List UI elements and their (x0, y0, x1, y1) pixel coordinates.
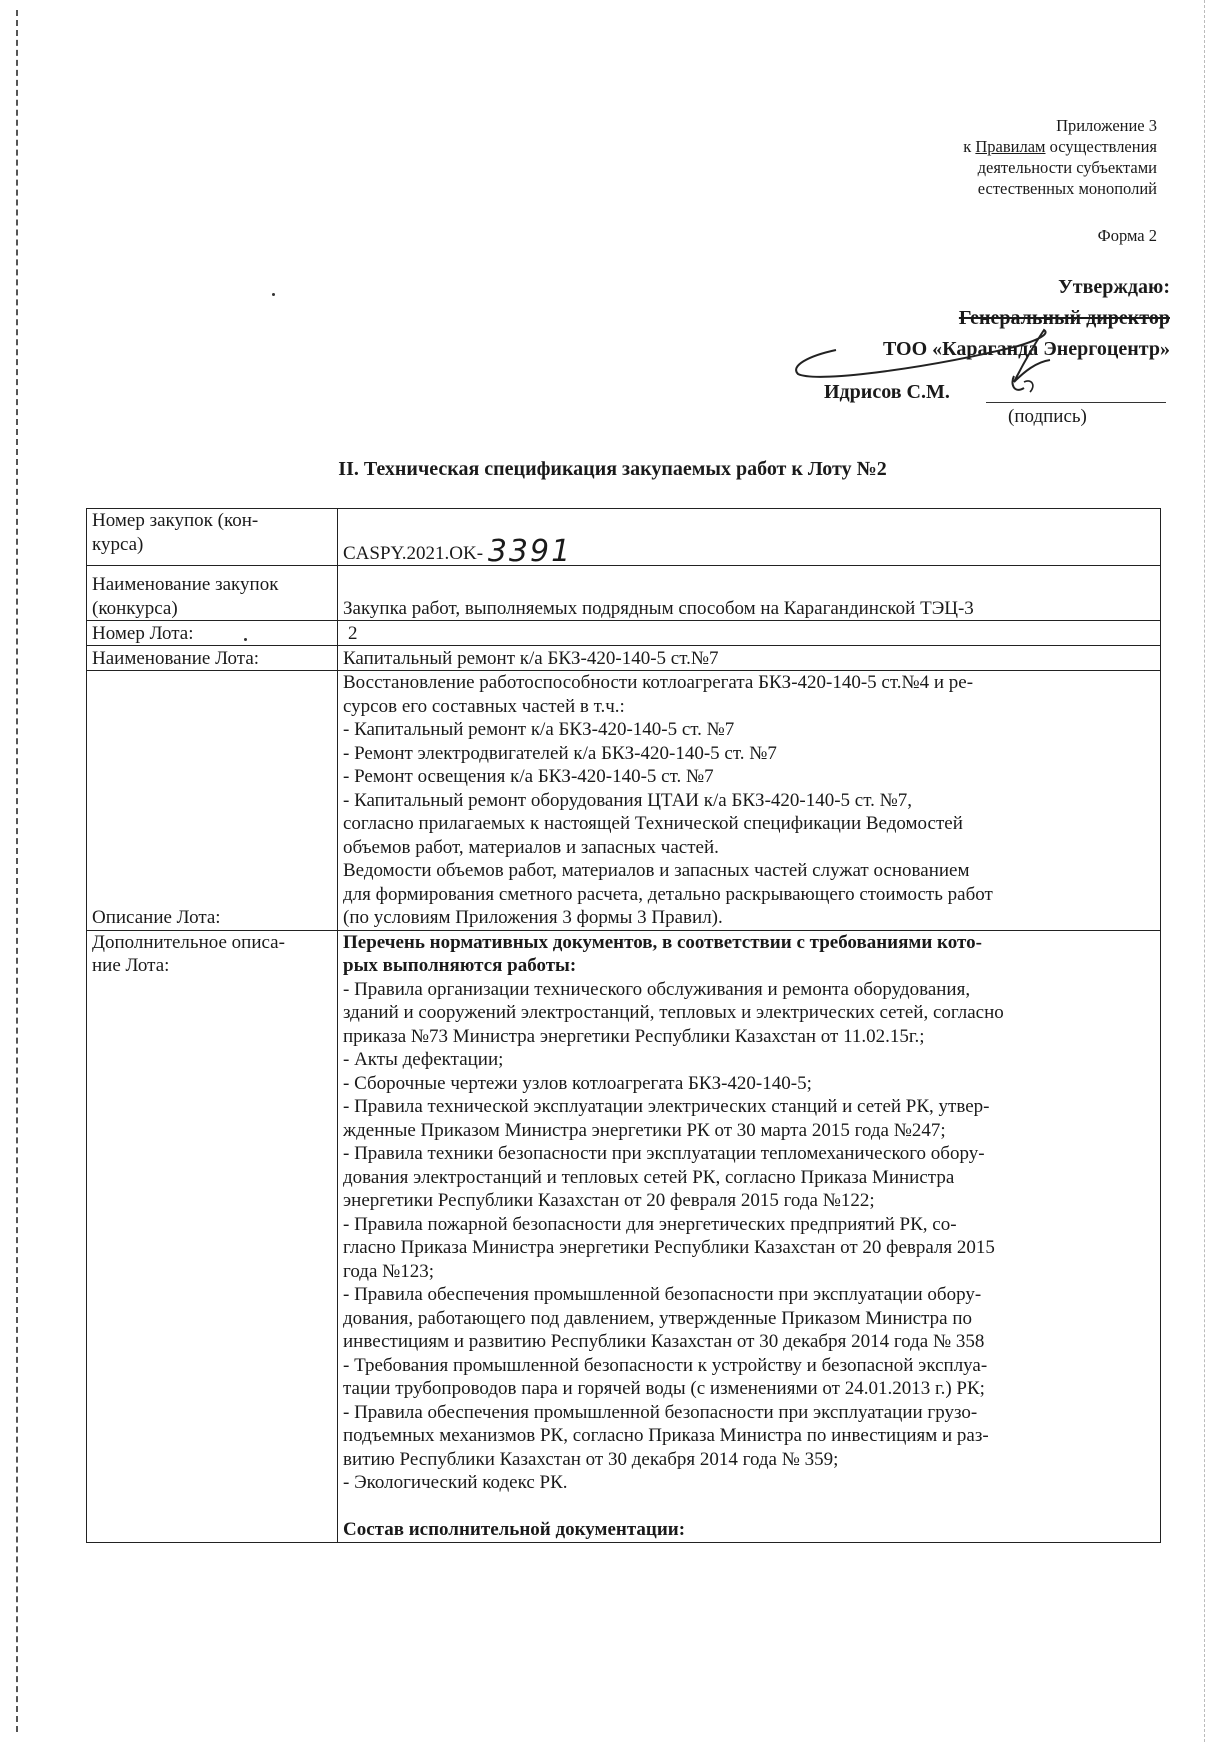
purchase-number-handwritten: 3391 (487, 533, 573, 569)
normative-doc-line: дования электростанций и тепловых сетей РК, согласно Приказа Министра (343, 1166, 955, 1188)
normative-doc-line: - Правила техники безопасности при эксплуатации тепломеханического обору- (343, 1143, 985, 1164)
specification-table (86, 508, 1161, 1543)
normative-doc-line: - Правила обеспечения промышленной безопасности при эксплуатации грузо- (343, 1401, 978, 1423)
description-line: - Ремонт электродвигателей к/а БКЗ-420-140-5 ст. №7 (343, 742, 777, 764)
description-line: Ведомости объемов работ, материалов и запасных частей служат основанием (343, 860, 970, 881)
normative-doc-line: - Правила пожарной безопасности для энергетических предприятий РК, со- (343, 1213, 957, 1235)
row-label-lot-name: Наименование Лота: (87, 646, 338, 671)
description-line: - Ремонт освещения к/а БКЗ-420-140-5 ст. №7 (343, 766, 714, 787)
normative-docs-heading: рых выполняются работы: (343, 955, 577, 976)
normative-doc-line: - Правила организации технического обслуживания и ремонта оборудования, (343, 978, 971, 1000)
normative-doc-line: - Требования промышленной безопасности к устройству и безопасной эксплуа- (343, 1354, 988, 1376)
description-line: Восстановление работоспособности котлоагрегата БКЗ-420-140-5 ст.№4 и ре- (343, 672, 974, 693)
rules-link[interactable]: Правилам (975, 137, 1046, 156)
table-row (87, 566, 1161, 621)
description-line: согласно прилагаемых к настоящей Технической спецификации Ведомостей (343, 813, 963, 834)
table-row (87, 930, 1161, 1542)
normative-doc-line: года №123; (343, 1260, 435, 1282)
signature-line (986, 402, 1166, 403)
scan-cut-line-right (1204, 0, 1205, 1742)
normative-doc-line: подъемных механизмов РК, согласно Приказа Министра по инвестициям и раз- (343, 1425, 989, 1446)
appendix-line: деятельности субъектами (977, 158, 1157, 177)
approval-position: Генеральный директор (958, 307, 1170, 329)
normative-doc-line: гласно Приказа Министра энергетики Республики Казахстан от 20 февраля 2015 (343, 1237, 995, 1258)
label-line: (конкурса) (92, 597, 178, 619)
normative-doc-line: инвестициям и развитию Республики Казахстан от 30 декабря 2014 года № 358 (343, 1331, 985, 1352)
description-line: (по условиям Приложения 3 формы 3 Правил). (343, 907, 723, 928)
row-value-additional-description (338, 930, 1161, 1542)
description-line: для формирования сметного расчета, детально раскрывающего стоимость работ (343, 883, 993, 905)
signature-scribble (788, 322, 1128, 402)
normative-doc-line: - Акты дефектации; (343, 1049, 504, 1070)
row-label-purchase-number (87, 509, 338, 566)
normative-doc-line: энергетики Республики Казахстан от 20 февраля 2015 года №122; (343, 1190, 875, 1211)
appendix-line (963, 136, 1157, 157)
row-value-purchase-name: Закупка работ, выполняемых подрядным способом на Карагандинской ТЭЦ-3 (338, 566, 1161, 621)
appendix-prefix: к (963, 137, 976, 156)
normative-doc-line: - Правила обеспечения промышленной безопасности при эксплуатации обору- (343, 1284, 982, 1305)
form-label: Форма 2 (1097, 226, 1157, 245)
table-row (87, 621, 1161, 646)
normative-doc-line: - Правила технической эксплуатации электрических станций и сетей РК, утвер- (343, 1096, 990, 1117)
row-label-lot-description: Описание Лота: (87, 671, 338, 931)
approval-title: Утверждаю: (1058, 276, 1170, 298)
purchase-number-prefix: CASPY.2021.OK- (343, 542, 484, 564)
label-line: Наименование закупок (92, 574, 279, 595)
appendix-suffix: осуществления (1045, 137, 1157, 156)
section-title: II. Техническая спецификация закупаемых работ к Лоту №2 (338, 458, 887, 480)
description-line: - Капитальный ремонт к/а БКЗ-420-140-5 ст. №7 (343, 719, 735, 740)
normative-doc-line: дования, работающего под давлением, утвержденные Приказом Министра по (343, 1307, 973, 1329)
label-line: Номер закупок (кон- (92, 510, 259, 531)
scan-cut-line-left (16, 10, 18, 1732)
row-value-purchase-number (338, 509, 1161, 569)
description-line: объемов работ, материалов и запасных частей. (343, 836, 719, 858)
paragraph-gap (343, 1495, 1155, 1519)
approval-company: ТОО «Караганда Энергоцентр» (882, 338, 1170, 360)
normative-doc-line: зданий и сооружений электростанций, тепловых и электрических сетей, согласно (343, 1002, 1004, 1023)
row-value-lot-name: Капитальный ремонт к/а БКЗ-420-140-5 ст.№7 (338, 646, 1161, 671)
label-line: Дополнительное описа- (92, 931, 285, 953)
table-row (87, 509, 1161, 566)
table-row (87, 646, 1161, 671)
normative-doc-line: витию Республики Казахстан от 30 декабря 2014 года № 359; (343, 1448, 839, 1470)
normative-doc-line: приказа №73 Министра энергетики Республики Казахстан от 11.02.15г.; (343, 1025, 925, 1047)
documentation-heading: Состав исполнительной документации: (343, 1519, 686, 1540)
row-value-lot-number: 2 (338, 621, 1161, 646)
label-line: курса) (92, 533, 144, 555)
description-line: - Капитальный ремонт оборудования ЦТАИ к/а БКЗ-420-140-5 ст. №7, (343, 789, 912, 811)
row-label-additional-description (87, 930, 338, 1542)
description-line: сурсов его составных частей в т.ч.: (343, 695, 625, 717)
row-label-lot-number: Номер Лота: (87, 621, 338, 646)
normative-doc-line: - Экологический кодекс РК. (343, 1472, 568, 1493)
scan-speck (272, 293, 275, 296)
normative-doc-line: - Сборочные чертежи узлов котлоагрегата БКЗ-420-140-5; (343, 1072, 812, 1094)
appendix-reference (963, 115, 1157, 199)
normative-docs-heading: Перечень нормативных документов, в соответствии с требованиями кото- (343, 931, 982, 953)
appendix-line: естественных монополий (977, 179, 1157, 198)
label-line: ние Лота: (92, 955, 170, 976)
approval-signer: Идрисов С.М. (824, 381, 950, 403)
appendix-line: Приложение 3 (1056, 116, 1157, 135)
row-label-purchase-name (87, 566, 338, 621)
normative-doc-line: жденные Приказом Министра энергетики РК от 30 марта 2015 года №247; (343, 1119, 946, 1141)
signature-hint: (подпись) (1008, 406, 1087, 427)
row-value-lot-description (338, 671, 1161, 931)
table-row (87, 671, 1161, 931)
normative-doc-line: тации трубопроводов пара и горячей воды (с изменениями от 24.01.2013 г.) РК; (343, 1378, 985, 1399)
